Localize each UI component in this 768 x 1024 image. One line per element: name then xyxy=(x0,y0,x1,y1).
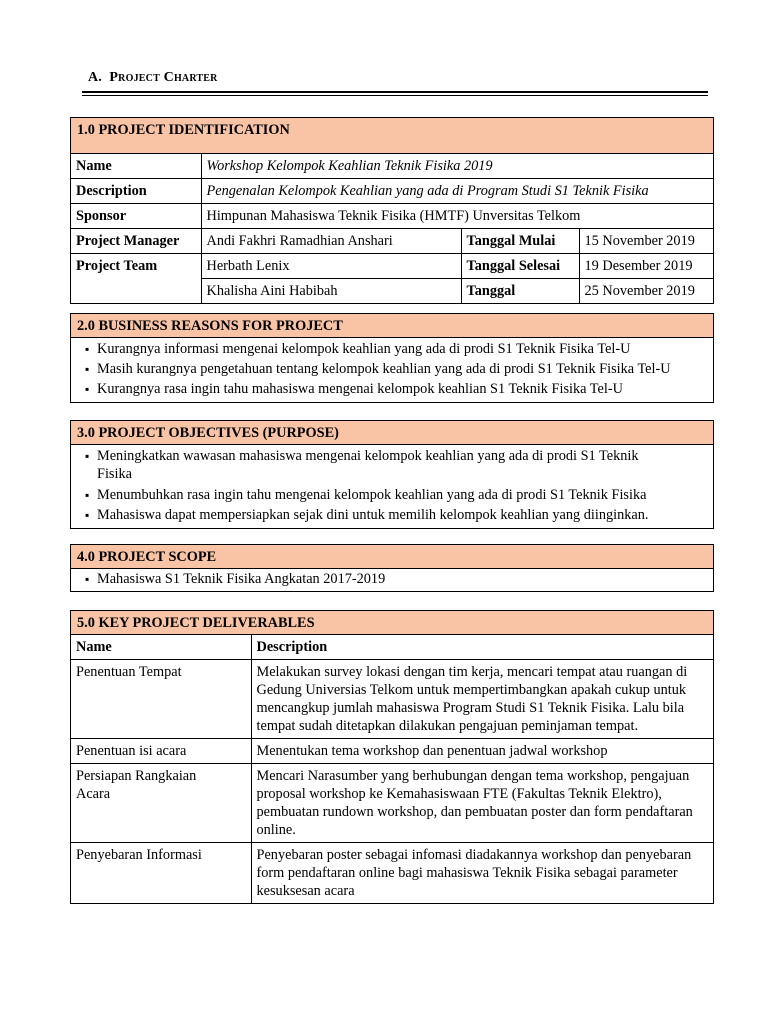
description-value: Pengenalan Kelompok Keahlian yang ada di Program Studi S1 Teknik Fisika xyxy=(201,179,713,204)
table-row xyxy=(71,635,713,660)
deliverables-table xyxy=(71,635,713,903)
objectives-list xyxy=(71,445,713,528)
heading-rule-thick xyxy=(82,91,708,93)
business-reasons-list xyxy=(71,338,713,402)
table-row xyxy=(71,154,713,179)
section-heading xyxy=(88,70,218,86)
deliverable-name: Penentuan Tempat xyxy=(71,660,251,739)
heading-letter: A. xyxy=(88,70,103,85)
column-header-description: Description xyxy=(251,635,713,660)
project-identification-table xyxy=(71,154,713,303)
date-value: 19 Desember 2019 xyxy=(579,254,713,279)
heading-rule-thin xyxy=(82,95,708,96)
date-label: Tanggal xyxy=(461,279,579,304)
scope-section xyxy=(70,544,714,592)
deliverable-name: Penyebaran Informasi xyxy=(71,843,251,904)
objectives-section xyxy=(70,420,714,529)
objectives-title: 3.0 PROJECT OBJECTIVES (PURPOSE) xyxy=(71,421,713,445)
sponsor-label: Sponsor xyxy=(71,204,201,229)
date-label: Tanggal Selesai xyxy=(461,254,579,279)
date-value: 15 November 2019 xyxy=(579,229,713,254)
deliverable-description: Penyebaran poster sebagai infomasi diadakannya workshop dan penyebaran form pendaftaran online bagi mahasiswa Teknik Fisika sebagai parameter kesuksesan acara xyxy=(251,843,713,904)
project-team-label: Project Team xyxy=(71,254,201,279)
deliverable-description: Mencari Narasumber yang berhubungan dengan tema workshop, pengajuan proposal workshop ke Kemahasiswaan FTE (Fakultas Teknik Elektro), pembuatan rundown workshop, dan pembuatan poster dan form pendaftaran online. xyxy=(251,764,713,843)
table-row xyxy=(71,739,713,764)
table-row xyxy=(71,764,713,843)
name-value: Workshop Kelompok Keahlian Teknik Fisika 2019 xyxy=(201,154,713,179)
list-item: ▪ Masih kurangnya pengetahuan tentang kelompok keahlian yang ada di prodi S1 Teknik Fisika Tel-U xyxy=(89,359,707,379)
table-row xyxy=(71,279,713,304)
business-reasons-section xyxy=(70,313,714,403)
deliverables-title: 5.0 KEY PROJECT DELIVERABLES xyxy=(71,611,713,635)
heading-title: Project Charter xyxy=(109,70,218,85)
project-manager-label: Project Manager xyxy=(71,229,201,254)
deliverable-description: Melakukan survey lokasi dengan tim kerja, mencari tempat atau ruangan di Gedung Universias Telkom untuk mempertimbangkan apakah cukup untuk mencangkup jumlah mahasiswa Program Studi S1 Teknik Fisika. Lalu bila tempat sudah ditetapkan dilakukan pengajuan peminjaman tempat. xyxy=(251,660,713,739)
date-label: Tanggal Mulai xyxy=(461,229,579,254)
list-item: ▪ Mahasiswa dapat mempersiapkan sejak dini untuk memilih kelompok keahlian yang diinginkan. xyxy=(89,505,673,525)
deliverable-name: Penentuan isi acara xyxy=(71,739,251,764)
scope-title: 4.0 PROJECT SCOPE xyxy=(71,545,713,569)
description-label: Description xyxy=(71,179,201,204)
table-row xyxy=(71,204,713,229)
list-item: ▪ Mahasiswa S1 Teknik Fisika Angkatan 2017-2019 xyxy=(89,569,707,589)
date-value: 25 November 2019 xyxy=(579,279,713,304)
team-member: Herbath Lenix xyxy=(201,254,461,279)
table-row xyxy=(71,843,713,904)
column-header-name: Name xyxy=(71,635,251,660)
name-label: Name xyxy=(71,154,201,179)
list-item: ▪ Kurangnya rasa ingin tahu mahasiswa mengenai kelompok keahlian S1 Teknik Fisika Tel-U xyxy=(89,379,707,399)
project-identification-section xyxy=(70,117,714,304)
deliverable-description: Menentukan tema workshop dan penentuan jadwal workshop xyxy=(251,739,713,764)
table-row xyxy=(71,229,713,254)
deliverables-section xyxy=(70,610,714,904)
list-item: ▪ Kurangnya informasi mengenai kelompok keahlian yang ada di prodi S1 Teknik Fisika Tel-U xyxy=(89,339,707,359)
table-row xyxy=(71,660,713,739)
scope-list xyxy=(71,569,713,591)
project-identification-title: 1.0 PROJECT IDENTIFICATION xyxy=(71,118,713,154)
list-item: ▪ Meningkatkan wawasan mahasiswa mengenai kelompok keahlian yang ada di prodi S1 Teknik Fisika xyxy=(89,447,673,483)
deliverable-name: Persiapan Rangkaian Acara xyxy=(71,764,251,843)
empty-cell xyxy=(71,279,201,304)
table-row xyxy=(71,179,713,204)
list-item: ▪ Menumbuhkan rasa ingin tahu mengenai kelompok keahlian yang ada di prodi S1 Teknik Fisika xyxy=(89,485,673,505)
project-manager-value: Andi Fakhri Ramadhian Anshari xyxy=(201,229,461,254)
table-row xyxy=(71,254,713,279)
sponsor-value: Himpunan Mahasiswa Teknik Fisika (HMTF) Unversitas Telkom xyxy=(201,204,713,229)
team-member: Khalisha Aini Habibah xyxy=(201,279,461,304)
business-reasons-title: 2.0 BUSINESS REASONS FOR PROJECT xyxy=(71,314,713,338)
